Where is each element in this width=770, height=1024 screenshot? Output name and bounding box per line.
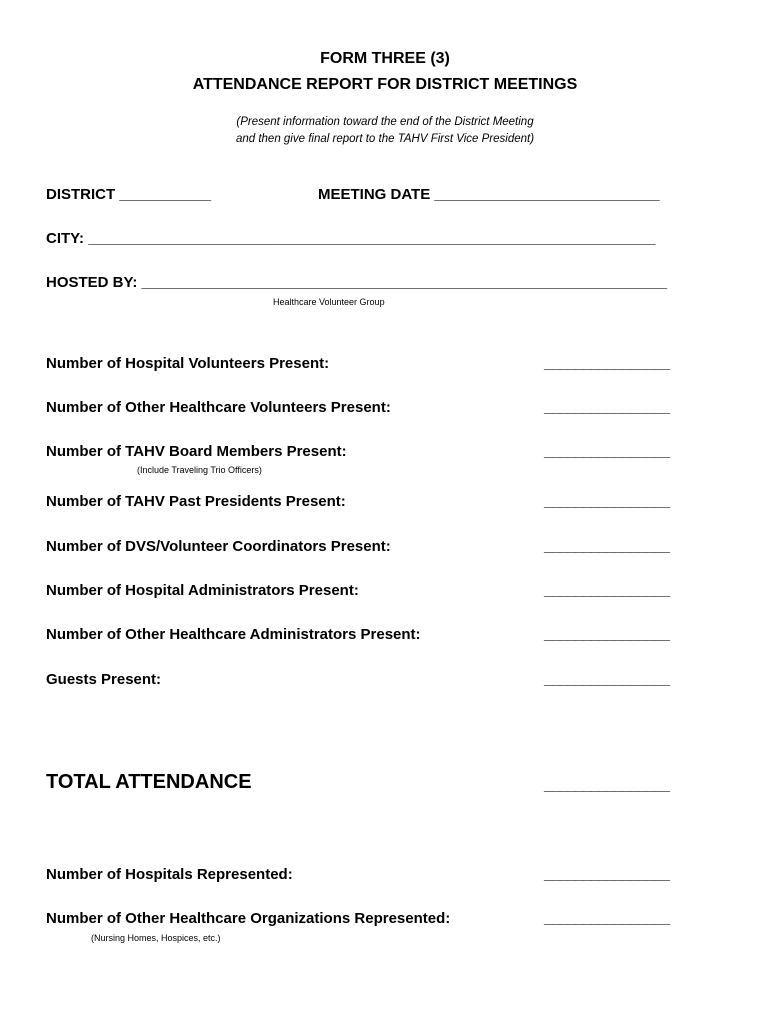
represented-label-hospitals: Number of Hospitals Represented: <box>46 866 293 883</box>
meeting-date-field[interactable]: MEETING DATE ___________________________ <box>318 186 660 203</box>
count-label-past-presidents: Number of TAHV Past Presidents Present: <box>46 493 346 510</box>
represented-label-other-organizations: Number of Other Healthcare Organizations Represented: <box>46 910 451 927</box>
district-field[interactable]: DISTRICT ___________ <box>46 186 212 203</box>
form-number: FORM THREE (3) <box>320 50 450 67</box>
count-label-guests: Guests Present: <box>46 671 162 688</box>
count-blank-guests[interactable]: ________________ <box>544 671 670 688</box>
count-blank-dvs-coordinators[interactable]: ________________ <box>544 538 670 555</box>
instruction-line-1: (Present information toward the end of the District Meeting <box>236 116 534 128</box>
total-attendance-blank[interactable]: ________________ <box>544 777 670 794</box>
hosted-by-note: Healthcare Volunteer Group <box>273 297 385 307</box>
count-label-board-members: Number of TAHV Board Members Present: <box>46 443 347 460</box>
represented-blank-hospitals[interactable]: ________________ <box>544 866 670 883</box>
total-attendance-label: TOTAL ATTENDANCE <box>46 771 252 793</box>
count-blank-board-members[interactable]: ________________ <box>544 443 670 460</box>
count-blank-hospital-administrators[interactable]: ________________ <box>544 582 670 599</box>
instruction-line-2: and then give final report to the TAHV First Vice President) <box>235 133 535 145</box>
represented-blank-other-organizations[interactable]: ________________ <box>544 910 670 927</box>
count-blank-other-administrators[interactable]: ________________ <box>544 626 670 643</box>
other-organizations-note: (Nursing Homes, Hospices, etc.) <box>91 933 221 943</box>
count-blank-other-volunteers[interactable]: ________________ <box>544 399 670 416</box>
count-label-hospital-volunteers: Number of Hospital Volunteers Present: <box>46 355 330 372</box>
count-label-other-administrators: Number of Other Healthcare Administrators Present: <box>46 626 421 643</box>
page-title: ATTENDANCE REPORT FOR DISTRICT MEETINGS <box>192 76 578 93</box>
hosted-by-field[interactable]: HOSTED BY: _______________________________________________________________ <box>46 274 668 291</box>
count-label-dvs-coordinators: Number of DVS/Volunteer Coordinators Present: <box>46 538 391 555</box>
city-field[interactable]: CITY: ____________________________________________________________________ <box>46 230 656 247</box>
count-label-other-volunteers: Number of Other Healthcare Volunteers Present: <box>46 399 391 416</box>
count-label-hospital-administrators: Number of Hospital Administrators Present: <box>46 582 359 599</box>
board-members-note: (Include Traveling Trio Officers) <box>137 465 262 475</box>
count-blank-past-presidents[interactable]: ________________ <box>544 493 670 510</box>
count-blank-hospital-volunteers[interactable]: ________________ <box>544 355 670 372</box>
